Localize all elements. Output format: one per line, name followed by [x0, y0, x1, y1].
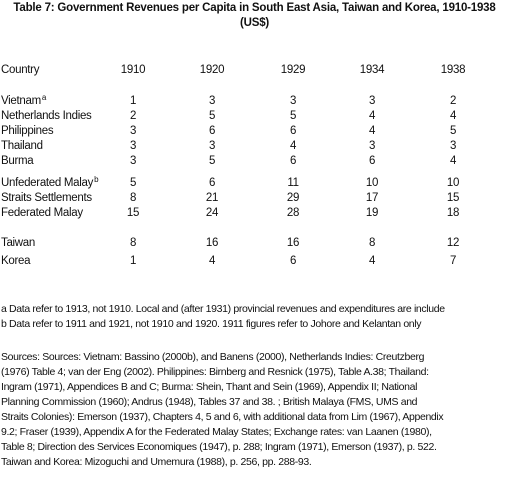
table-row — [0, 176, 509, 190]
sources-line: Ingram (1971), Appendices B and C; Burma: Shein, Thant and Sein (1969), Appendix II; National — [1, 381, 418, 393]
country-label — [1, 176, 98, 190]
table-cell-value: 6 — [208, 177, 216, 189]
table-cell-value: 3 — [368, 95, 376, 107]
table-cell-value: 4 — [368, 255, 376, 267]
table-cell-value: 2 — [449, 95, 457, 107]
footnote-a: a Data refer to 1913, not 1910. Local and (after 1931) provincial revenues and expenditures are include — [1, 303, 445, 315]
country-name: Vietnam — [1, 95, 41, 107]
table-row — [0, 206, 509, 220]
table-cell-value: 3 — [208, 140, 216, 152]
footnote-b: b Data refer to 1911 and 1921, not 1910 and 1920. 1911 figures refer to Johore and Kelantan only — [1, 318, 422, 330]
table-cell-value: 6 — [208, 125, 216, 137]
table-cell-value: 28 — [286, 207, 300, 219]
table-row — [0, 94, 509, 108]
sources-line: Sources: Sources: Vietnam: Bassino (2000b), and Banens (2000), Netherlands Indies: Creutzberg — [1, 351, 425, 363]
table-row — [0, 154, 509, 168]
table-cell-value: 4 — [289, 140, 297, 152]
table-cell-value: 29 — [286, 192, 300, 204]
table-cell-value: 4 — [449, 110, 457, 122]
table-cell-value: 3 — [129, 140, 137, 152]
country-name: Straits Settlements — [1, 192, 92, 204]
table-cell-value: 24 — [205, 207, 219, 219]
table-row — [0, 254, 509, 268]
table-cell-value: 3 — [129, 155, 137, 167]
table-cell-value: 5 — [208, 155, 216, 167]
table-cell-value: 7 — [449, 255, 457, 267]
table-cell-value: 15 — [126, 207, 140, 219]
table-cell-value: 5 — [289, 110, 297, 122]
country-name: Unfederated Malay — [1, 177, 94, 189]
table-cell-value: 18 — [446, 207, 460, 219]
country-label — [1, 109, 92, 123]
footnote-marker: a — [41, 93, 47, 102]
footnote-marker: b — [94, 175, 99, 184]
country-name: Federated Malay — [1, 207, 83, 219]
table-cell-value: 10 — [365, 177, 379, 189]
table-cell-value: 19 — [365, 207, 379, 219]
table-cell-value: 3 — [208, 95, 216, 107]
country-name: Burma — [1, 155, 34, 167]
column-header-year: 1910 — [120, 64, 146, 76]
table-cell-value: 10 — [446, 177, 460, 189]
column-header-year: 1938 — [440, 64, 466, 76]
country-label — [1, 206, 83, 220]
table-cell-value: 12 — [446, 237, 460, 249]
table-cell-value: 6 — [289, 125, 297, 137]
sources-line: Taiwan and Korea: Mizoguchi and Umemura (1988), p. 256, pp. 288-93. — [1, 456, 312, 468]
table-cell-value: 8 — [129, 192, 137, 204]
country-label — [1, 236, 35, 250]
table-header-row — [0, 63, 509, 77]
table-cell-value: 5 — [208, 110, 216, 122]
country-name: Taiwan — [1, 237, 35, 249]
sources-line: Planning Commission (1960); Andrus (1948), Tables 37 and 38. ; British Malaya (FMS, UMS and — [1, 396, 418, 408]
column-header-year: 1920 — [199, 64, 225, 76]
table-row — [0, 139, 509, 153]
table-cell-value: 16 — [205, 237, 219, 249]
table-cell-value: 4 — [368, 110, 376, 122]
table-row — [0, 236, 509, 250]
table-row — [0, 191, 509, 205]
table-cell-value: 3 — [289, 95, 297, 107]
table-subtitle-units: (US$) — [239, 17, 270, 29]
column-header-year: 1929 — [280, 64, 306, 76]
table-cell-value: 21 — [205, 192, 219, 204]
country-label — [1, 191, 92, 205]
table-row — [0, 124, 509, 138]
sources-line: (1976) Table 4; van der Eng (2002). Philippines: Birnberg and Resnick (1975), Table A.38; Thailand: — [1, 366, 429, 378]
table-cell-value: 16 — [286, 237, 300, 249]
country-label — [1, 139, 43, 153]
table-cell-value: 4 — [208, 255, 216, 267]
table-cell-value: 6 — [368, 155, 376, 167]
table-cell-value: 1 — [129, 95, 137, 107]
sources-note — [1, 350, 509, 470]
country-label — [1, 154, 33, 168]
table-cell-value: 4 — [449, 155, 457, 167]
table-cell-value: 4 — [368, 125, 376, 137]
table-cell-value: 6 — [289, 255, 297, 267]
column-header-country: Country — [1, 64, 40, 76]
table-cell-value: 15 — [446, 192, 460, 204]
table-cell-value: 5 — [129, 177, 137, 189]
country-name: Korea — [1, 255, 31, 267]
table-cell-value: 3 — [129, 125, 137, 137]
table-cell-value: 17 — [365, 192, 379, 204]
table-cell-value: 3 — [449, 140, 457, 152]
table-cell-value: 2 — [129, 110, 137, 122]
table-cell-value: 3 — [368, 140, 376, 152]
table-cell-value: 11 — [287, 177, 299, 189]
sources-line: Straits Colonies): Emerson (1937), Chapters 4, 5 and 6, with additional data from Lim (1967), Appendix — [1, 411, 444, 423]
table-cell-value: 6 — [289, 155, 297, 167]
country-name: Thailand — [1, 140, 43, 152]
table-cell-value: 5 — [449, 125, 457, 137]
table-cell-value: 8 — [368, 237, 376, 249]
table-title: Table 7: Government Revenues per Capita in South East Asia, Taiwan and Korea, 1910-1938 — [13, 2, 496, 14]
country-label — [1, 94, 46, 108]
sources-line: Table 8; Direction des Services Economiques (1947), p. 288; Ingram (1971), Emerson (1937), p. 522. — [1, 441, 437, 453]
column-header-year: 1934 — [359, 64, 385, 76]
table-cell-value: 1 — [129, 255, 137, 267]
country-label — [1, 254, 30, 268]
country-label — [1, 124, 53, 138]
country-name: Netherlands Indies — [1, 110, 92, 122]
country-name: Philippines — [1, 125, 54, 137]
sources-line: 9.2; Fraser (1939), Appendix A for the Federated Malay States; Exchange rates: van Laanen (1980), — [1, 426, 432, 438]
table-cell-value: 8 — [129, 237, 137, 249]
table-row — [0, 109, 509, 123]
